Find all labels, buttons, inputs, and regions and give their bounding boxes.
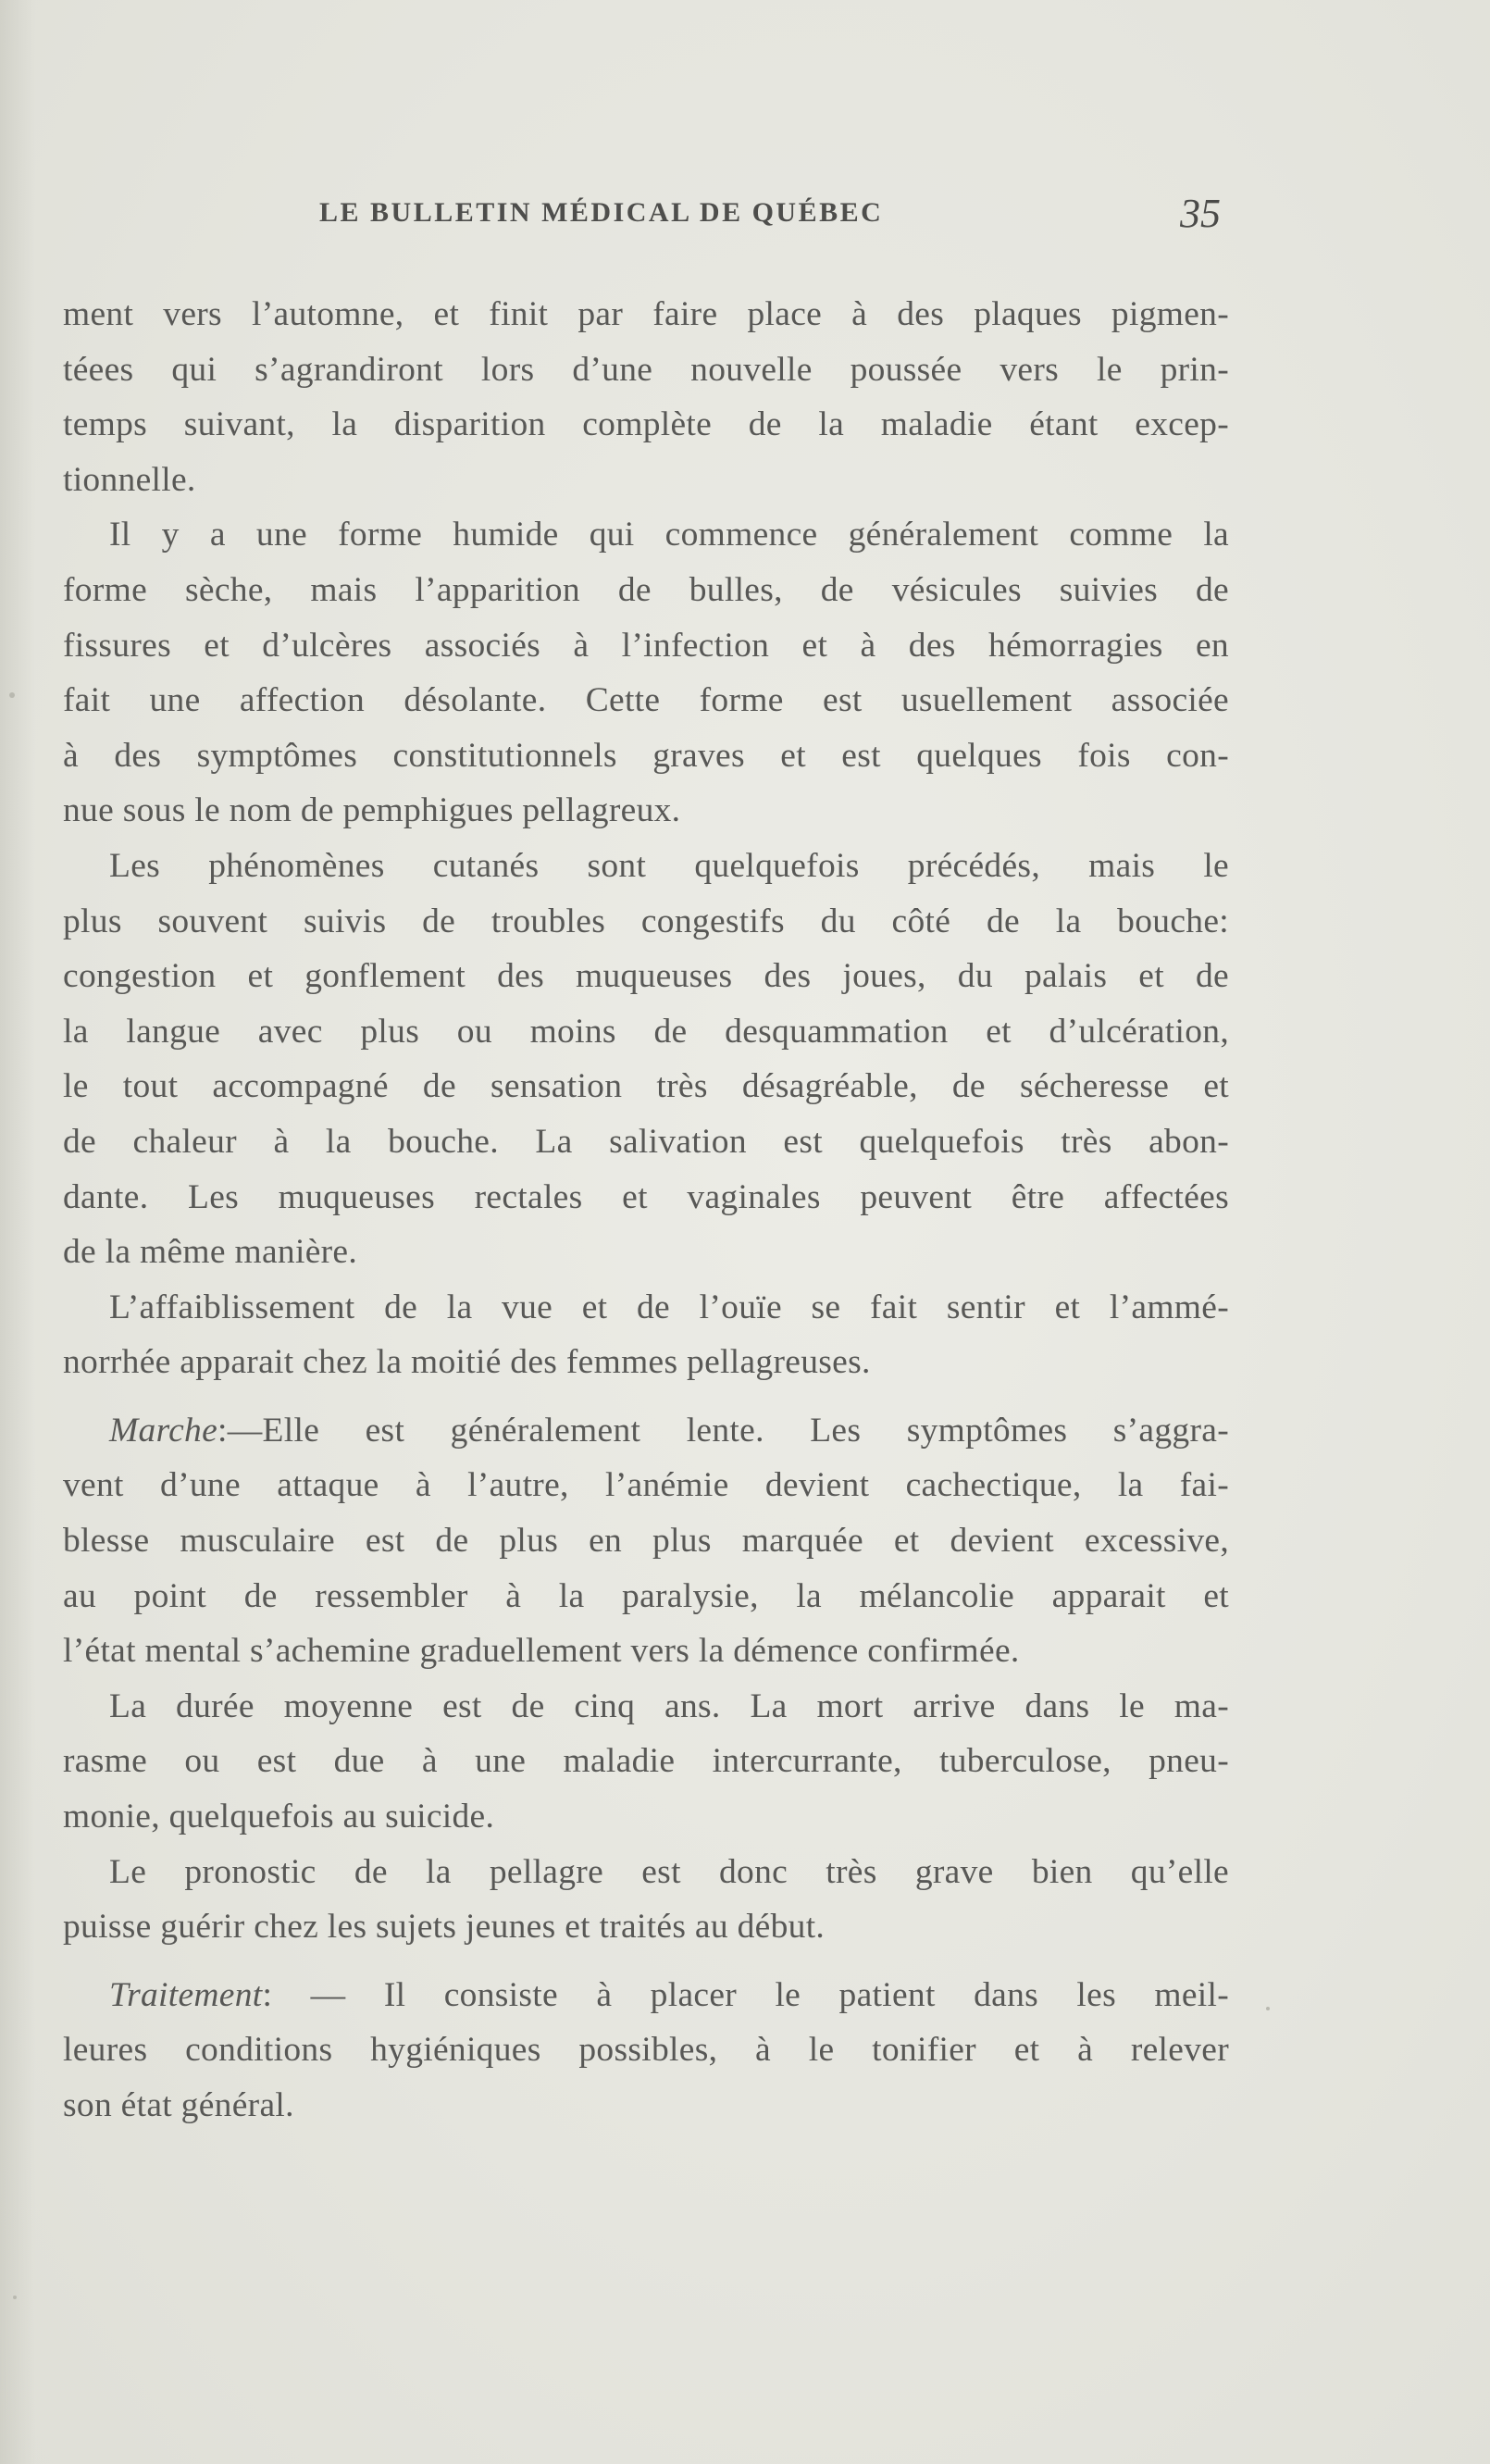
text-line: vent d’une attaque à l’autre, l’anémie devient cachectique, la fai- bbox=[63, 1466, 1229, 1505]
page-number: 35 bbox=[1180, 191, 1221, 236]
text-line: rasme ou est due à une maladie intercurrante, tuberculose, pneu- bbox=[63, 1742, 1229, 1781]
text-line bbox=[63, 1403, 1229, 1459]
text-line: Il y a une forme humide qui commence généralement comme la bbox=[109, 516, 1229, 554]
text-line: plus souvent suivis de troubles congestifs du côté de la bouche: bbox=[63, 902, 1229, 940]
text-fragment: : — Il consiste à placer le patient dans les meil- bbox=[262, 1975, 1229, 2014]
spine-shadow bbox=[0, 0, 35, 2464]
text-line: fissures et d’ulcères associés à l’infection et à des hémorragies en bbox=[63, 626, 1229, 665]
text-line: téees qui s’agrandiront lors d’une nouvelle poussée vers le prin- bbox=[63, 350, 1229, 389]
text-line: temps suivant, la disparition complète de la maladie étant excep- bbox=[63, 405, 1229, 444]
text-line: Le pronostic de la pellagre est donc très grave bien qu’elle bbox=[109, 1852, 1229, 1891]
text-line: nue sous le nom de pemphigues pellagreux. bbox=[63, 791, 681, 830]
text-line: son état général. bbox=[63, 2086, 294, 2124]
text-line: blesse musculaire est de plus en plus marquée et devient excessive, bbox=[63, 1522, 1229, 1561]
page-header bbox=[319, 190, 1245, 245]
text-line: L’affaiblissement de la vue et de l’ouïe se fait sentir et l’ammé- bbox=[109, 1288, 1229, 1326]
text-line: l’état mental s’achemine graduellement vers la démence confirmée. bbox=[63, 1632, 1020, 1671]
text-line: La durée moyenne est de cinq ans. La mort arrive dans le ma- bbox=[109, 1686, 1229, 1725]
paper-speck bbox=[13, 2296, 17, 2299]
text-line: le tout accompagné de sensation très désagréable, de sécheresse et bbox=[63, 1067, 1229, 1106]
text-line: ment vers l’automne, et finit par faire place à des plaques pigmen- bbox=[63, 295, 1229, 333]
paper-speck bbox=[9, 692, 15, 698]
text-line: puisse guérir chez les sujets jeunes et traités au début. bbox=[63, 1908, 826, 1947]
text-line: forme sèche, mais l’apparition de bulles, de vésicules suivies de bbox=[63, 570, 1229, 609]
running-title: LE BULLETIN MÉDICAL DE QUÉBEC bbox=[319, 197, 884, 228]
section-label-marche: Marche bbox=[109, 1411, 218, 1450]
text-line: leures conditions hygiéniques possibles, à le tonifier et à relever bbox=[63, 2031, 1229, 2070]
text-line: à des symptômes constitutionnels graves et est quelques fois con- bbox=[63, 736, 1229, 775]
body-text bbox=[63, 287, 1229, 2134]
text-line: de la même manière. bbox=[63, 1233, 358, 1272]
text-line: de chaleur à la bouche. La salivation est quelquefois très abon- bbox=[63, 1122, 1229, 1161]
section-label-traitement: Traitement bbox=[109, 1975, 263, 2014]
text-line: tionnelle. bbox=[63, 460, 196, 499]
text-line: fait une affection désolante. Cette forme est usuellement associée bbox=[63, 681, 1229, 720]
text-line: Les phénomènes cutanés sont quelquefois précédés, mais le bbox=[109, 846, 1229, 885]
text-line bbox=[63, 1968, 1229, 2023]
text-line: monie, quelquefois au suicide. bbox=[63, 1798, 495, 1836]
text-line: norrhée apparait chez la moitié des femmes pellagreuses. bbox=[63, 1343, 871, 1382]
paper-speck bbox=[1266, 2007, 1270, 2010]
text-line: dante. Les muqueuses rectales et vaginales peuvent être affectées bbox=[63, 1177, 1229, 1216]
text-line: congestion et gonflement des muqueuses des joues, du palais et de bbox=[63, 957, 1229, 996]
text-line: au point de ressembler à la paralysie, la mélancolie apparait et bbox=[63, 1576, 1229, 1615]
text-line: la langue avec plus ou moins de desquammation et d’ulcération, bbox=[63, 1012, 1229, 1051]
text-fragment: :—Elle est généralement lente. Les symptômes s’aggra- bbox=[217, 1411, 1229, 1450]
